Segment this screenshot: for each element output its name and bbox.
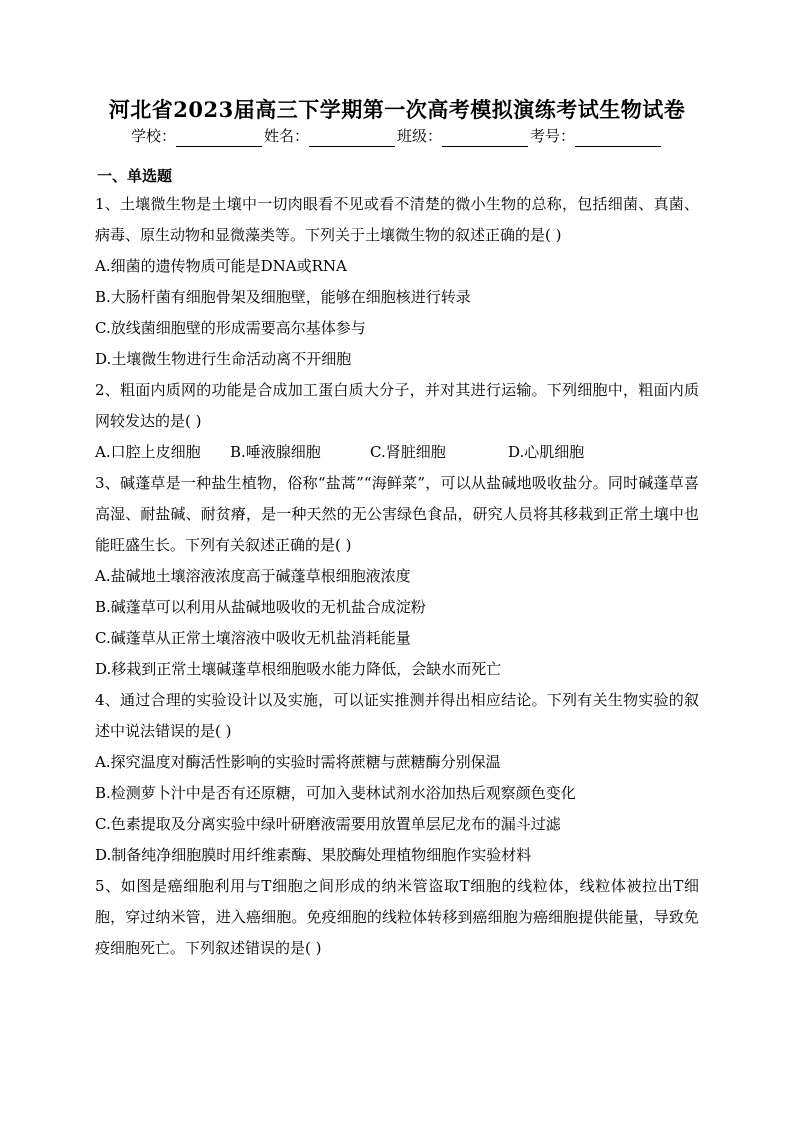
exam-number-blank[interactable] — [575, 128, 661, 147]
option-d: D.心肌细胞 — [508, 443, 585, 461]
class-field: 班级： — [397, 125, 530, 147]
school-blank[interactable] — [176, 128, 262, 147]
option-b: B.碱蓬草可以利用从盐碱地吸收的无机盐合成淀粉 — [95, 598, 426, 616]
option-d: D.土壤微生物进行生命活动离不开细胞 — [95, 350, 352, 368]
option-c: C.碱蓬草从正常土壤溶液中吸收无机盐消耗能量 — [95, 629, 411, 647]
name-field: 姓名： — [264, 125, 397, 147]
question-stem: 3、碱蓬草是一种盐生植物，俗称“盐蒿”“海鲜菜”，可以从盐碱地吸收盐分。同时碱蓬草喜高湿、耐盐碱、耐贫瘠，是一种天然的无公害绿色食品，研究人员将其移栽到正常土壤中也能旺盛生长。下列有关叙述正确的是( ) — [95, 474, 699, 554]
option-row — [95, 437, 699, 468]
exam-number-field: 考号： — [530, 125, 663, 147]
question-3 — [95, 468, 699, 685]
class-blank[interactable] — [442, 128, 528, 147]
question-4 — [95, 685, 699, 871]
option-c: C.放线菌细胞壁的形成需要高尔基体参与 — [95, 319, 366, 337]
option-c: C.肾脏细胞 — [370, 443, 446, 461]
option-a: A.口腔上皮细胞 — [95, 443, 201, 461]
section-heading: 一、单选题 — [97, 167, 173, 185]
option-d: D.制备纯净细胞膜时用纤维素酶、果胶酶处理植物细胞作实验材料 — [95, 846, 532, 864]
school-field: 学校： — [131, 125, 264, 147]
question-2 — [95, 375, 699, 468]
option-a: A.探究温度对酶活性影响的实验时需将蔗糖与蔗糖酶分别保温 — [95, 753, 501, 771]
option-b: B.大肠杆菌有细胞骨架及细胞壁，能够在细胞核进行转录 — [95, 288, 471, 306]
option-b: B.唾液腺细胞 — [230, 443, 321, 461]
question-stem: 4、通过合理的实验设计以及实施，可以证实推测并得出相应结论。下列有关生物实验的叙述中说法错误的是( ) — [95, 691, 699, 740]
name-blank[interactable] — [309, 128, 395, 147]
option-c: C.色素提取及分离实验中绿叶研磨液需要用放置单层尼龙布的漏斗过滤 — [95, 815, 561, 833]
option-a: A.细菌的遗传物质可能是DNA或RNA — [95, 257, 347, 275]
question-1 — [95, 189, 699, 375]
question-stem: 5、如图是癌细胞利用与T细胞之间形成的纳米管盗取T细胞的线粒体，线粒体被拉出T细胞，穿过纳米管，进入癌细胞。免疫细胞的线粒体转移到癌细胞为癌细胞提供能量，导致免疫细胞死亡。下列叙述错误的是( ) — [95, 877, 699, 957]
exam-title: 河北省2023届高三下学期第一次高考模拟演练考试生物试卷 — [108, 97, 686, 122]
option-d: D.移栽到正常土壤碱蓬草根细胞吸水能力降低，会缺水而死亡 — [95, 660, 502, 678]
option-b: B.检测萝卜汁中是否有还原糖，可加入斐林试剂水浴加热后观察颜色变化 — [95, 784, 576, 802]
student-info-row — [95, 125, 699, 147]
question-5 — [95, 871, 699, 964]
option-a: A.盐碱地土壤溶液浓度高于碱蓬草根细胞液浓度 — [95, 567, 411, 585]
question-stem: 1、土壤微生物是土壤中一切肉眼看不见或看不清楚的微小生物的总称，包括细菌、真菌、病毒、原生动物和显微藻类等。下列关于土壤微生物的叙述正确的是( ) — [95, 195, 699, 244]
question-stem: 2、粗面内质网的功能是合成加工蛋白质大分子，并对其进行运输。下列细胞中，粗面内质网较发达的是( ) — [95, 381, 699, 430]
